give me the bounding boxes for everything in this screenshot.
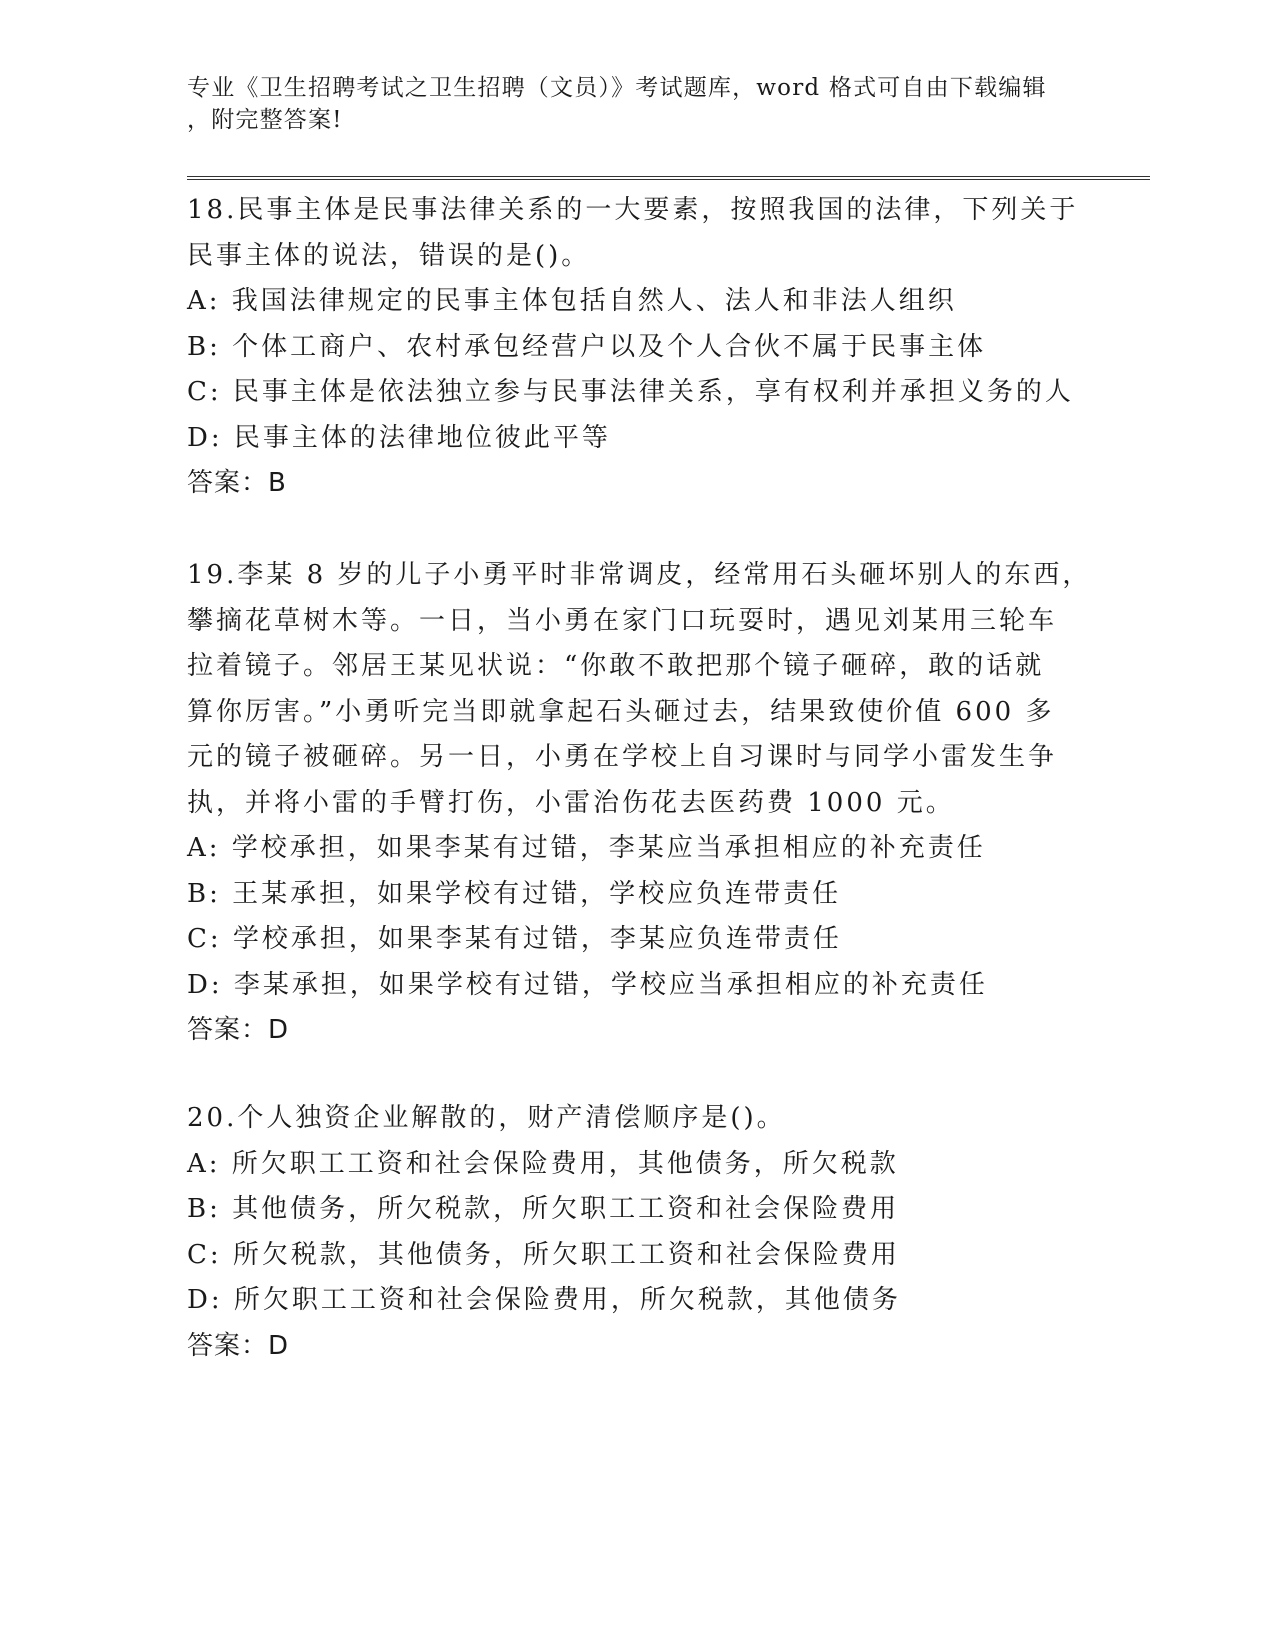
- question-stem-line: 拉着镜子。邻居王某见状说：“你敢不敢把那个镜子砸碎，敢的话就: [187, 651, 1045, 681]
- question-stem-line: 元的镜子被砸碎。另一日，小勇在学校上自习课时与同学小雷发生争: [187, 742, 1058, 772]
- question-stem-line: 19.李某 8 岁的儿子小勇平时非常调皮，经常用石头砸坏别人的东西，: [187, 560, 1092, 590]
- option-b: B: 其他债务，所欠税款，所欠职工工资和社会保险费用: [187, 1194, 900, 1224]
- option-d: D: 李某承担，如果学校有过错，学校应当承担相应的补充责任: [187, 969, 988, 1000]
- option-a: A: 我国法律规定的民事主体包括自然人、法人和非法人组织: [187, 286, 957, 316]
- option-b: B: 王某承担，如果学校有过错，学校应负连带责任: [187, 878, 842, 909]
- question-stem-line: 攀摘花草树木等。一日，当小勇在家门口玩耍时，遇见刘某用三轮车: [187, 605, 1058, 636]
- header-line-1: 专业《卫生招聘考试之卫生招聘（文员）》考试题库，word 格式可自由下载编辑: [187, 75, 1047, 101]
- header-line-2: ，附完整答案!: [187, 107, 343, 133]
- answer-line: 答案：B: [187, 468, 287, 498]
- question-stem-line: 20.个人独资企业解散的，财产清偿顺序是()。: [187, 1103, 786, 1133]
- option-d: D: 民事主体的法律地位彼此平等: [187, 422, 611, 453]
- question-stem-line: 18.民事主体是民事法律关系的一大要素，按照我国的法律，下列关于: [187, 195, 1079, 225]
- question-stem-line: 执，并将小雷的手臂打伤，小雷治伤花去医药费 1000 元。: [187, 787, 955, 818]
- option-d: D: 所欠职工工资和社会保险费用，所欠税款，其他债务: [187, 1285, 901, 1315]
- answer-line: 答案：D: [187, 1015, 290, 1045]
- question-20: [187, 1096, 1087, 1369]
- option-c: C: 学校承担，如果李某有过错，李某应负连带责任: [187, 924, 842, 954]
- option-a: A: 学校承担，如果李某有过错，李某应当承担相应的补充责任: [187, 833, 986, 863]
- option-c: C: 所欠税款，其他债务，所欠职工工资和社会保险费用: [187, 1239, 900, 1270]
- question-stem-line: 算你厉害。”小勇听完当即就拿起石头砸过去，结果致使价值 600 多: [187, 696, 1055, 727]
- header-divider: [187, 176, 1150, 180]
- question-19: [187, 553, 1092, 1054]
- question-stem-line: 民事主体的说法，错误的是()。: [187, 240, 591, 271]
- document-header: [187, 72, 1087, 136]
- answer-line: 答案：D: [187, 1330, 290, 1361]
- option-b: B: 个体工商户、农村承包经营户以及个人合伙不属于民事主体: [187, 331, 987, 362]
- option-a: A: 所欠职工工资和社会保险费用，其他债务，所欠税款: [187, 1148, 899, 1179]
- question-18: [187, 188, 1087, 507]
- option-c: C: 民事主体是依法独立参与民事法律关系，享有权利并承担义务的人: [187, 377, 1074, 407]
